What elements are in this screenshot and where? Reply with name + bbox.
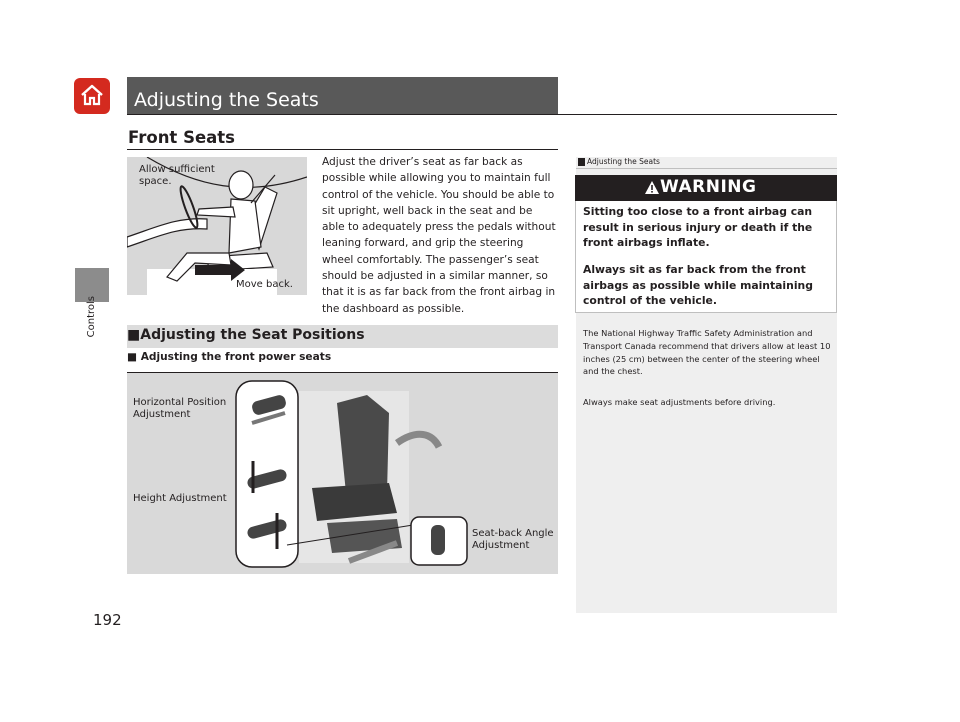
section-label: Controls (86, 296, 97, 338)
note-paragraph-2: Always make seat adjustments before driving. (583, 397, 776, 407)
warning-text-2: Always sit as far back from the front airbags as possible while maintaining control of the vehicle. (583, 263, 813, 307)
note-paragraph-1: The National Highway Traffic Safety Administration and Transport Canada recommend that drivers allow at least 10 inches (25 cm) between the center of the steering wheel and the chest. (583, 328, 831, 377)
page-title: Adjusting the Seats (134, 89, 319, 111)
body-paragraph: Adjust the driver’s seat as far back as possible while allowing you to maintain full control of the vehicle. You should be able to sit upright, well back in the seat and be able to adequately press the pedals without leaning forward, and grip the steering wheel comfortably. The passenger’s seat should be adjusted in a similar manner, so that it is as far back from the front airbag in the dashboard as possible. (322, 156, 556, 315)
warning-title: WARNING (660, 177, 757, 197)
warning-text-1: Sitting too close to a front airbag can result in serious injury or death if the front airbags inflate. (583, 205, 813, 249)
note-header-text: Adjusting the Seats (587, 157, 660, 166)
seatback-adjust-label: Seat-back Angle Adjustment (472, 528, 554, 551)
sub-marker: ■ (127, 351, 138, 363)
subsection-heading (127, 327, 365, 343)
horizontal-adjust-label: Horizontal Position Adjustment (133, 397, 227, 420)
allow-space-label: Allow sufficient space. (139, 164, 215, 187)
power-seats-heading (127, 351, 331, 363)
section-heading: Front Seats (128, 128, 235, 147)
note-icon (578, 158, 585, 166)
sub-text: Adjusting the front power seats (140, 351, 332, 363)
heading-marker: ■ (127, 327, 141, 343)
section-divider (127, 149, 558, 150)
warning-icon (645, 181, 659, 194)
move-back-label: Move back. (236, 279, 293, 290)
home-icon (80, 83, 104, 107)
title-divider (127, 114, 837, 115)
home-button[interactable] (74, 78, 110, 114)
page-number: 192 (93, 611, 122, 629)
height-adjust-label: Height Adjustment (133, 493, 227, 504)
heading-text: Adjusting the Seat Positions (140, 327, 365, 343)
